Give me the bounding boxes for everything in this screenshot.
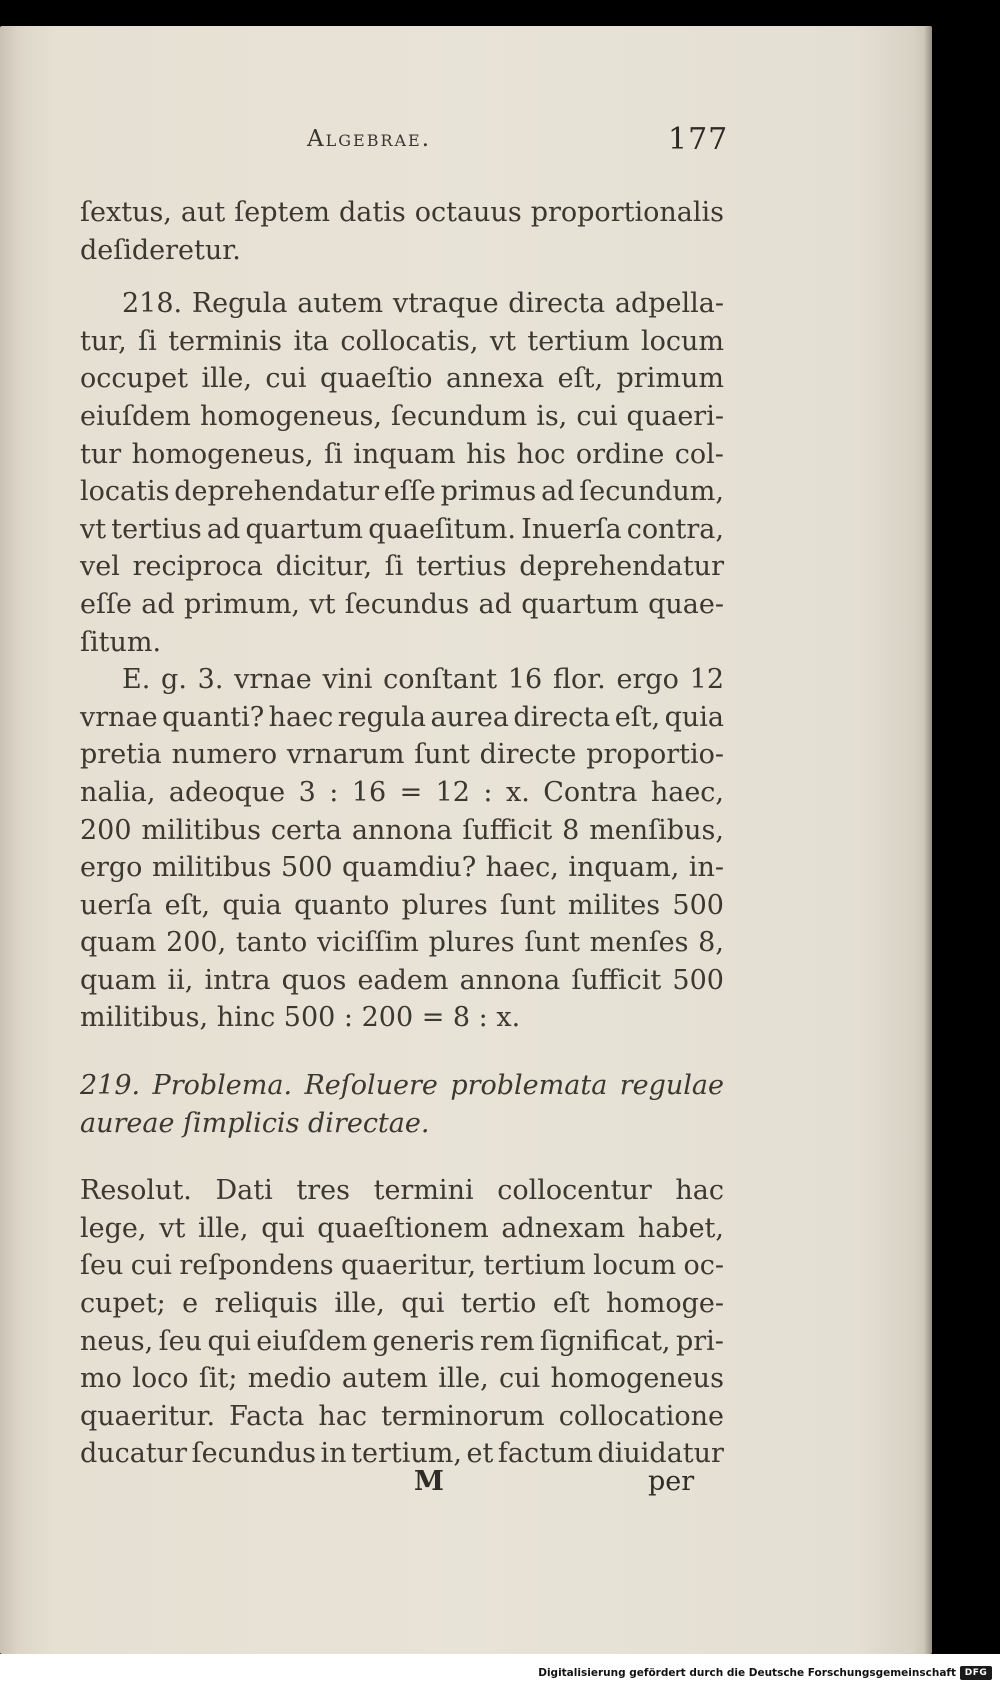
digitization-footer [0,1654,1000,1687]
text-line: nalia, adeoque 3 : 16 = 12 : x. Contra haec, [80,776,724,808]
text-line: ſeu cui reſpondens quaeritur, tertium locum oc- [80,1250,724,1282]
problem-219-heading: 219. Problema. Reſoluere problemata regulae [80,1070,724,1102]
text-line: deſideretur. [80,234,241,266]
text-line: occupet ille, cui quaeſtio annexa eſt, primum [80,363,724,395]
text-line: uerſa eſt, quia quanto plures ſunt milites 500 [80,889,724,921]
page-header [0,122,932,176]
text-line: ſextus, aut ſeptem datis octauus proportionalis [80,197,724,228]
body-text [80,194,724,1473]
text-line: ducatur ſecundus in tertium, et factum diuidatur [80,1438,724,1470]
text-line: aureae ſimplicis directae. [80,1107,430,1139]
page-number: 177 [668,122,729,157]
page-footer [80,1466,724,1506]
text-line: pretia numero vrnarum ſunt directe proportio- [80,739,724,771]
text-line: vrnae quanti? haec regula aurea directa eſt, quia [80,701,724,733]
text-line: mo loco ſit; medio autem ille, cui homogeneus [80,1363,724,1395]
text-line: quam ii, intra quos eadem annona ſufficit 500 [80,964,724,996]
text-line: neus, ſeu qui eiuſdem generis rem ſignificat, pri- [80,1325,724,1357]
text-line: locatis deprehendatur eſſe primus ad ſecundum, [80,476,724,508]
paragraph-218-start: 218. Regula autem vtraque directa adpella- [122,288,724,320]
text-line: eſſe ad primum, vt ſecundus ad quartum quae- [80,588,724,620]
text-line: militibus, hinc 500 : 200 = 8 : x. [80,1002,521,1034]
text-line: vel reciproca dicitur, ſi tertius deprehendatur [80,551,724,583]
text-line: 200 militibus certa annona ſufficit 8 menſibus, [80,814,724,846]
catchword: per [648,1466,695,1497]
text-line: quam 200, tanto viciſſim plures ſunt menſes 8, [80,927,724,959]
text-line: tur, ſi terminis ita collocatis, vt tertium locum [80,325,724,357]
text-line: quaeritur. Facta hac terminorum collocatione [80,1400,724,1432]
text-line: ergo militibus 500 quamdiu? haec, inquam, in- [80,852,724,884]
text-line: tur homogeneus, ſi inquam his hoc ordine col- [80,438,724,470]
text-line: ſitum. [80,626,162,658]
text-line: cupet; e reliquis ille, qui tertio eſt homoge- [80,1288,724,1320]
book-page [0,26,932,1654]
text-line: vt tertius ad quartum quaeſitum. Inuerſa contra, [80,513,724,545]
dfg-logo: DFG [960,1666,992,1680]
resolution-start: Resolut. Dati tres termini collocentur hac [80,1175,724,1207]
signature-mark: M [414,1466,444,1497]
example-start: E. g. 3. vrnae vini conſtant 16 flor. ergo 12 [122,664,724,696]
text-line: eiuſdem homogeneus, ſecundum is, cui quaeri- [80,400,724,432]
text-line: lege, vt ille, qui quaeſtionem adnexam habet, [80,1212,724,1244]
funding-credit: Digitalisierung gefördert durch die Deutsche Forschungsgemeinschaft [538,1667,956,1679]
running-head: Algebrae. [307,126,432,152]
